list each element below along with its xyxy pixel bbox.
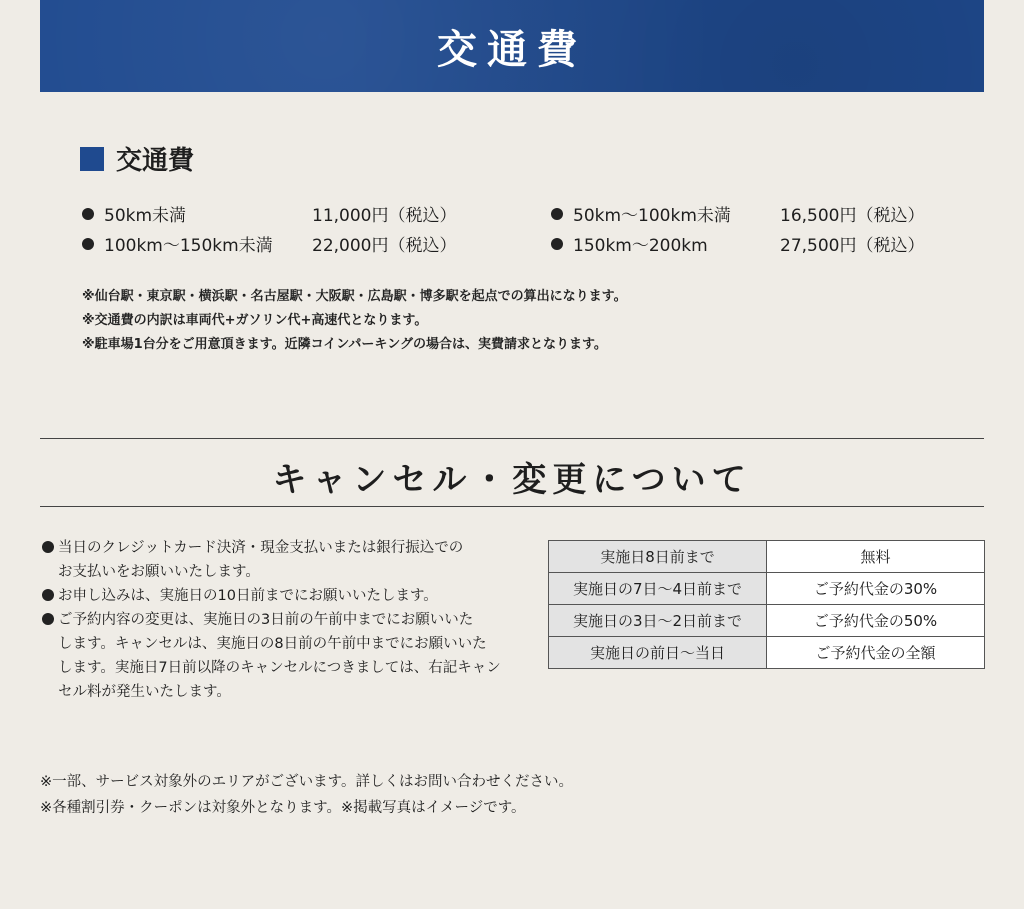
bullet-icon [82, 238, 94, 250]
condition-text: 当日のクレジットカード決済・現金支払いまたは銀行振込での [58, 540, 464, 556]
fare-item [82, 231, 273, 256]
bullet-icon [42, 613, 54, 625]
fare-price: 22,000円（税込） [312, 236, 457, 256]
transport-note: ※交通費の内訳は車両代+ガソリン代+高速代となります。 [82, 313, 428, 328]
condition-text: お支払いをお願いいたします。 [58, 564, 260, 580]
condition-text: ご予約内容の変更は、実施日の3日前の午前中までにお願いいた [58, 612, 474, 628]
table-row [549, 637, 985, 669]
bullet-icon [42, 541, 54, 553]
condition-text: します。実施日7日前以降のキャンセルにつきましては、右記キャン [58, 660, 501, 676]
fare-distance: 150km～200km [573, 236, 708, 256]
fee-amount: ご予約代金の全額 [767, 637, 985, 669]
bullet-icon [82, 208, 94, 220]
bullet-icon [551, 208, 563, 220]
transport-note: ※駐車場1台分をご用意頂きます。近隣コインパーキングの場合は、実費請求となります。 [82, 337, 607, 352]
condition-text: セル料が発生いたします。 [58, 684, 231, 700]
fare-price: 16,500円（税込） [780, 206, 925, 226]
fare-price: 27,500円（税込） [780, 236, 925, 256]
fare-price: 11,000円（税込） [312, 206, 457, 226]
square-bullet-icon [80, 147, 104, 171]
cancel-condition [42, 584, 438, 608]
table-row [549, 573, 985, 605]
fare-distance: 50km～100km未満 [573, 206, 731, 226]
cancel-condition [42, 608, 501, 704]
fare-item [82, 201, 186, 226]
banner-title: 交通費 [437, 25, 587, 73]
divider [40, 506, 984, 507]
fee-amount: ご予約代金の30% [767, 573, 985, 605]
fee-period: 実施日8日前まで [549, 541, 767, 573]
footnote: ※各種割引券・クーポンは対象外となります。※掲載写真はイメージです。 [40, 800, 526, 816]
fee-amount: 無料 [767, 541, 985, 573]
table-row [549, 605, 985, 637]
fare-distance: 100km～150km未満 [104, 236, 273, 256]
transport-heading [80, 140, 194, 177]
condition-text: します。キャンセルは、実施日の8日前の午前中までにお願いいた [58, 636, 487, 652]
transport-heading-label: 交通費 [116, 146, 195, 176]
fee-period: 実施日の3日～2日前まで [549, 605, 767, 637]
cancel-condition [42, 536, 463, 584]
divider [40, 438, 984, 439]
cancel-section-title: キャンセル・変更について [272, 460, 752, 500]
fare-distance: 50km未満 [104, 206, 187, 226]
bullet-icon [551, 238, 563, 250]
table-row [549, 541, 985, 573]
condition-text: お申し込みは、実施日の10日前までにお願いいたします。 [58, 588, 438, 604]
fee-period: 実施日の前日～当日 [549, 637, 767, 669]
cancellation-fee-table [548, 540, 985, 669]
fare-item [551, 201, 731, 226]
fee-period: 実施日の7日～4日前まで [549, 573, 767, 605]
bullet-icon [42, 589, 54, 601]
title-banner [40, 0, 984, 92]
transport-note: ※仙台駅・東京駅・横浜駅・名古屋駅・大阪駅・広島駅・博多駅を起点での算出になります。 [82, 289, 627, 304]
fee-amount: ご予約代金の50% [767, 605, 985, 637]
fare-item [551, 231, 708, 256]
footnote: ※一部、サービス対象外のエリアがございます。詳しくはお問い合わせください。 [40, 774, 573, 790]
